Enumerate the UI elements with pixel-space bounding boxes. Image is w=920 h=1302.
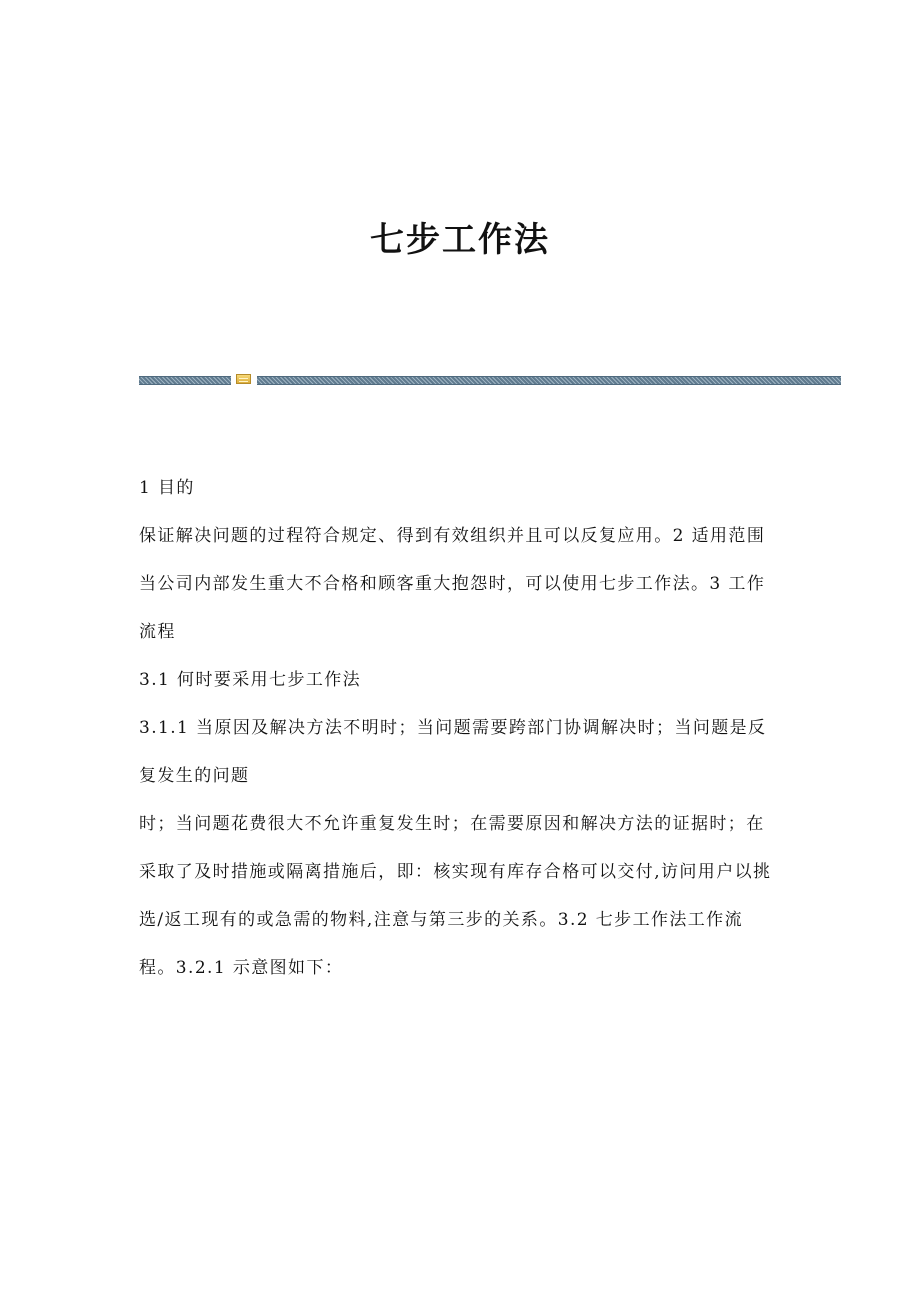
body-line: 流程 (139, 622, 176, 642)
body-line: 保证解决问题的过程符合规定、得到有效组织并且可以反复应用。2 适用范围 (139, 526, 766, 546)
body-line: 时；当问题花费很大不允许重复发生时；在需要原因和解决方法的证据时；在 (139, 814, 765, 834)
body-line: 复发生的问题 (139, 766, 250, 786)
body-line: 当公司内部发生重大不合格和顾客重大抱怨时，可以使用七步工作法。3 工作 (139, 574, 766, 594)
body-line: 程。3.2.1 示意图如下： (139, 958, 344, 978)
section-heading-purpose: 1 目的 (139, 478, 195, 498)
document-body (139, 464, 775, 992)
body-line: 3.1.1 当原因及解决方法不明时；当问题需要跨部门协调解决时；当问题是反 (139, 718, 767, 738)
body-line: 采取了及时措施或隔离措施后，即：核实现有库存合格可以交付,访问用户以挑 (139, 862, 772, 882)
document-title: 七步工作法 (370, 220, 550, 260)
divider-ornament-icon (236, 374, 251, 384)
title-divider (139, 374, 841, 385)
divider-bar-left (139, 376, 231, 385)
divider-bar-right (257, 376, 841, 385)
section-heading-when-to-use: 3.1 何时要采用七步工作法 (139, 670, 362, 690)
body-line: 选/返工现有的或急需的物料,注意与第三步的关系。3.2 七步工作法工作流 (139, 910, 743, 930)
